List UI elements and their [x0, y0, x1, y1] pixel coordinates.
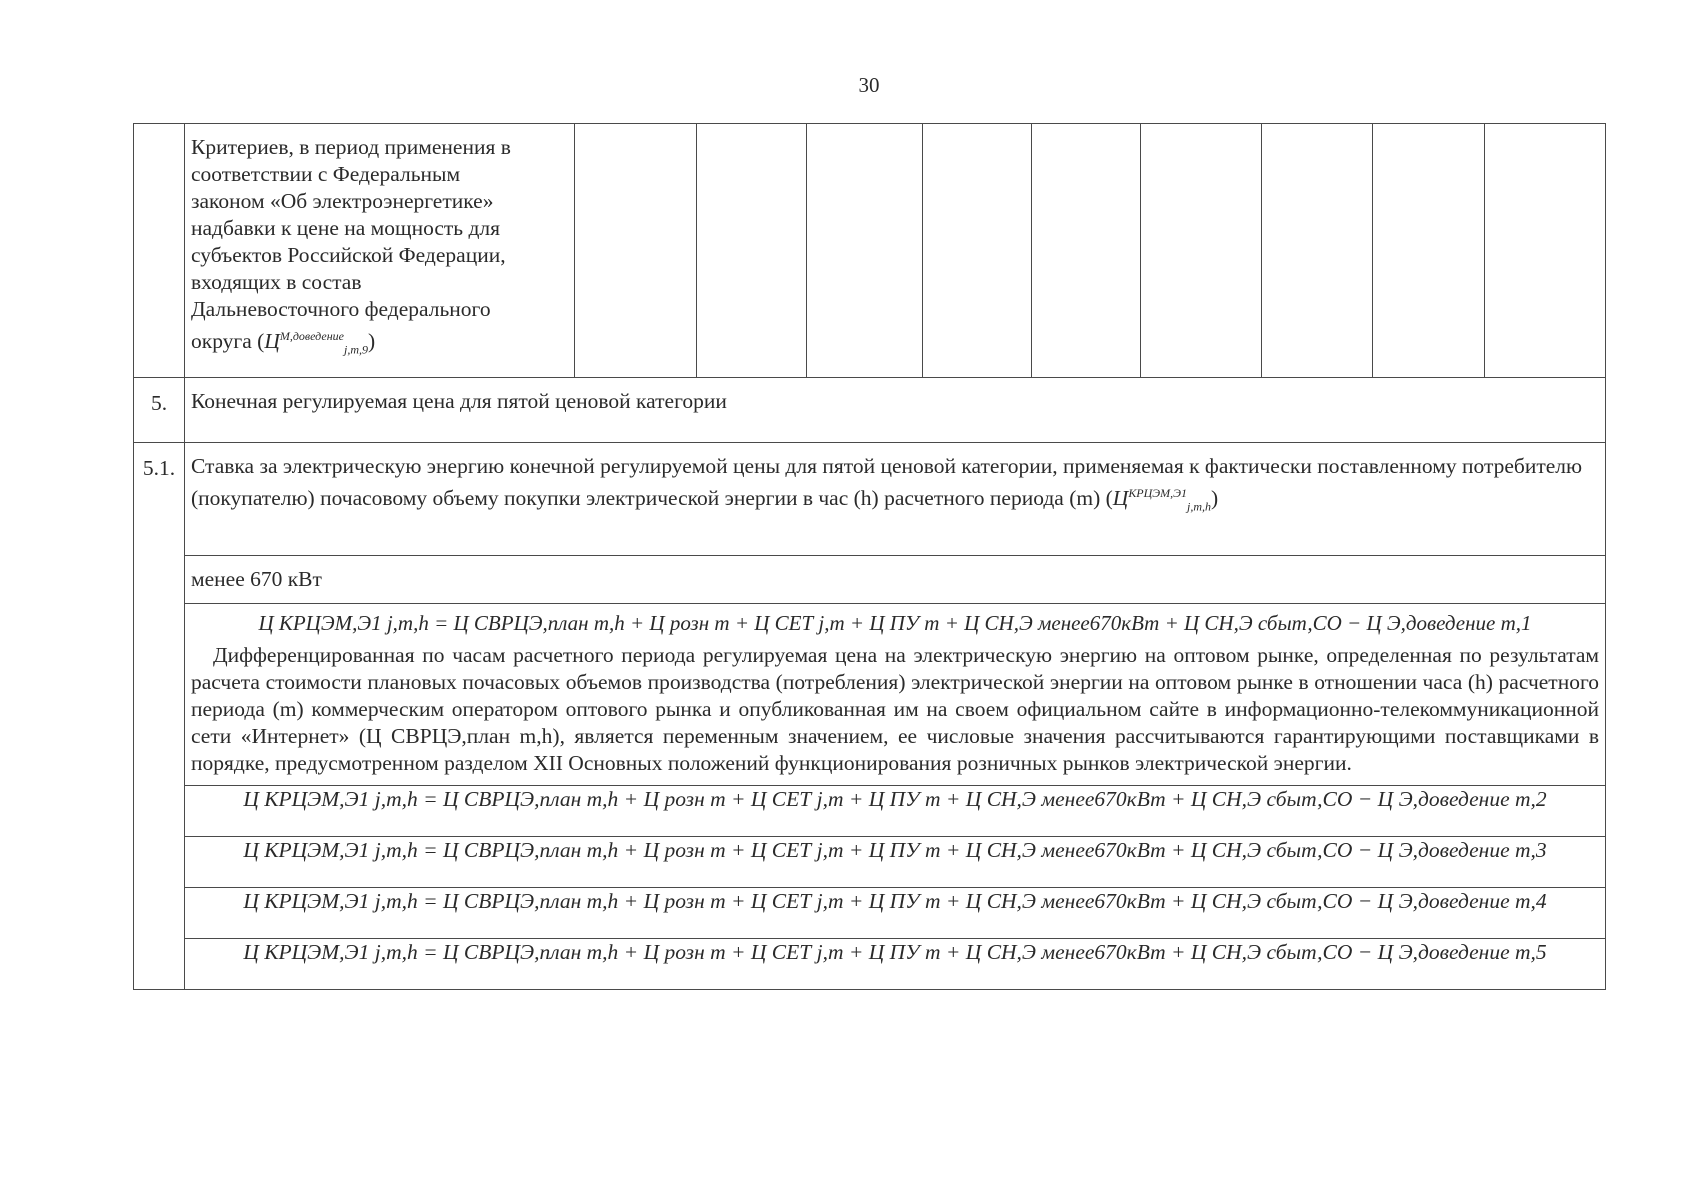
- formula-paragraph-cell: [185, 604, 1606, 786]
- row-number-cell: [134, 124, 185, 378]
- criteria-line: Дальневосточного федерального: [191, 297, 491, 321]
- empty-cell: [1032, 124, 1141, 378]
- table-row: [134, 837, 1606, 888]
- symbol-sup: M,доведение: [279, 329, 344, 343]
- table-row: [134, 939, 1606, 990]
- empty-cell: [923, 124, 1032, 378]
- table-row: [134, 124, 1606, 378]
- empty-cell: [1262, 124, 1373, 378]
- criteria-line: входящих в состав: [191, 270, 362, 294]
- symbol-sup: КРЦЭМ,Э1: [1128, 486, 1188, 500]
- table-row: [134, 443, 1606, 556]
- criteria-line: Критериев, в период применения в: [191, 135, 511, 159]
- formula-1: Ц КРЦЭМ,Э1 j,m,h = Ц СВРЦЭ,план m,h + Ц розн m + Ц СЕТ j,m + Ц ПУ m + Ц СН,Э менее670кВт + Ц СН,Э сбыт,СО − Ц Э,доведение m,1: [258, 611, 1532, 635]
- criteria-line: субъектов Российской Федерации,: [191, 243, 506, 267]
- page-number: 30: [858, 73, 880, 97]
- paragraph: Дифференцированная по часам расчетного периода регулируемая цена на электрическую энергию на оптовом рынке, определенная по результатам расчета стоимости плановых почасовых объемов производства (потребления) электрической энергии на оптовом рынке в отношении часа (h) расчетного периода (m) коммерческим оператором оптового рынка и опубликованная им на своем официальном сайте в информационно-телекоммуникационной сети «Интернет» (Ц СВРЦЭ,план m,h), является переменным значением, ее числовые значения рассчитываются гарантирующими поставщиками в порядке, предусмотренном разделом XII Основных положений функционирования розничных рынков электрической энергии.: [191, 643, 1599, 775]
- criteria-line: соответствии с Федеральным: [191, 162, 461, 186]
- empty-cell: [1485, 124, 1606, 378]
- empty-cell: [575, 124, 697, 378]
- criteria-line: надбавки к цене на мощность для: [191, 216, 501, 240]
- criteria-cell: [185, 124, 575, 378]
- symbol-c: Ц: [1112, 486, 1129, 511]
- table-row: [134, 786, 1606, 837]
- empty-cell: [807, 124, 923, 378]
- empty-cell: [1373, 124, 1485, 378]
- symbol-sub: j,m,h: [1187, 499, 1212, 514]
- formula-3: Ц КРЦЭМ,Э1 j,m,h = Ц СВРЦЭ,план m,h + Ц розн m + Ц СЕТ j,m + Ц ПУ m + Ц СН,Э менее670кВт + Ц СН,Э сбыт,СО − Ц Э,доведение m,3: [185, 837, 1606, 888]
- criteria-line: округа $(Ц^{M,доведение}_{j,m,9})$: [191, 329, 376, 357]
- criteria-last-text: округа: [191, 329, 252, 354]
- table-row: [134, 556, 1606, 604]
- row-number-cell: 5.: [134, 378, 185, 443]
- table-row: [134, 378, 1606, 443]
- table-row: [134, 604, 1606, 786]
- row-title-cell: Ставка за электрическую энергию конечной регулируемой цены для пятой ценовой категории, применяемая к фактически поставленному потребителю (покупателю) почасовому объему покупки электрической энергии в час (h) расчетного периода (m) $(Ц^{КРЦЭМ,Э1}_{j,m,h})$: [185, 443, 1606, 556]
- symbol-sub: j,m,9: [343, 342, 368, 357]
- symbol-c: Ц: [264, 329, 280, 354]
- subheading-cell: менее 670 кВт: [185, 556, 1606, 604]
- tariff-table: [133, 123, 1606, 990]
- formula-4: Ц КРЦЭМ,Э1 j,m,h = Ц СВРЦЭ,план m,h + Ц розн m + Ц СЕТ j,m + Ц ПУ m + Ц СН,Э менее670кВт + Ц СН,Э сбыт,СО − Ц Э,доведение m,4: [185, 888, 1606, 939]
- formula-5: Ц КРЦЭМ,Э1 j,m,h = Ц СВРЦЭ,план m,h + Ц розн m + Ц СЕТ j,m + Ц ПУ m + Ц СН,Э менее670кВт + Ц СН,Э сбыт,СО − Ц Э,доведение m,5: [185, 939, 1606, 990]
- row-text: Ставка за электрическую энергию конечной регулируемой цены для пятой ценовой категории, применяемая к фактически поставленному потребителю (покупателю) почасовому объему покупки электрической энергии в час (h) расчетного периода (m): [191, 454, 1583, 511]
- table-row: [134, 888, 1606, 939]
- empty-cell: [697, 124, 807, 378]
- row-number-cell: 5.1.: [134, 443, 185, 990]
- empty-cell: [1141, 124, 1262, 378]
- row-title-cell: Конечная регулируемая цена для пятой ценовой категории: [185, 378, 1606, 443]
- formula-2: Ц КРЦЭМ,Э1 j,m,h = Ц СВРЦЭ,план m,h + Ц розн m + Ц СЕТ j,m + Ц ПУ m + Ц СН,Э менее670кВт + Ц СН,Э сбыт,СО − Ц Э,доведение m,2: [185, 786, 1606, 837]
- criteria-line: законом «Об электроэнергетике»: [191, 189, 494, 213]
